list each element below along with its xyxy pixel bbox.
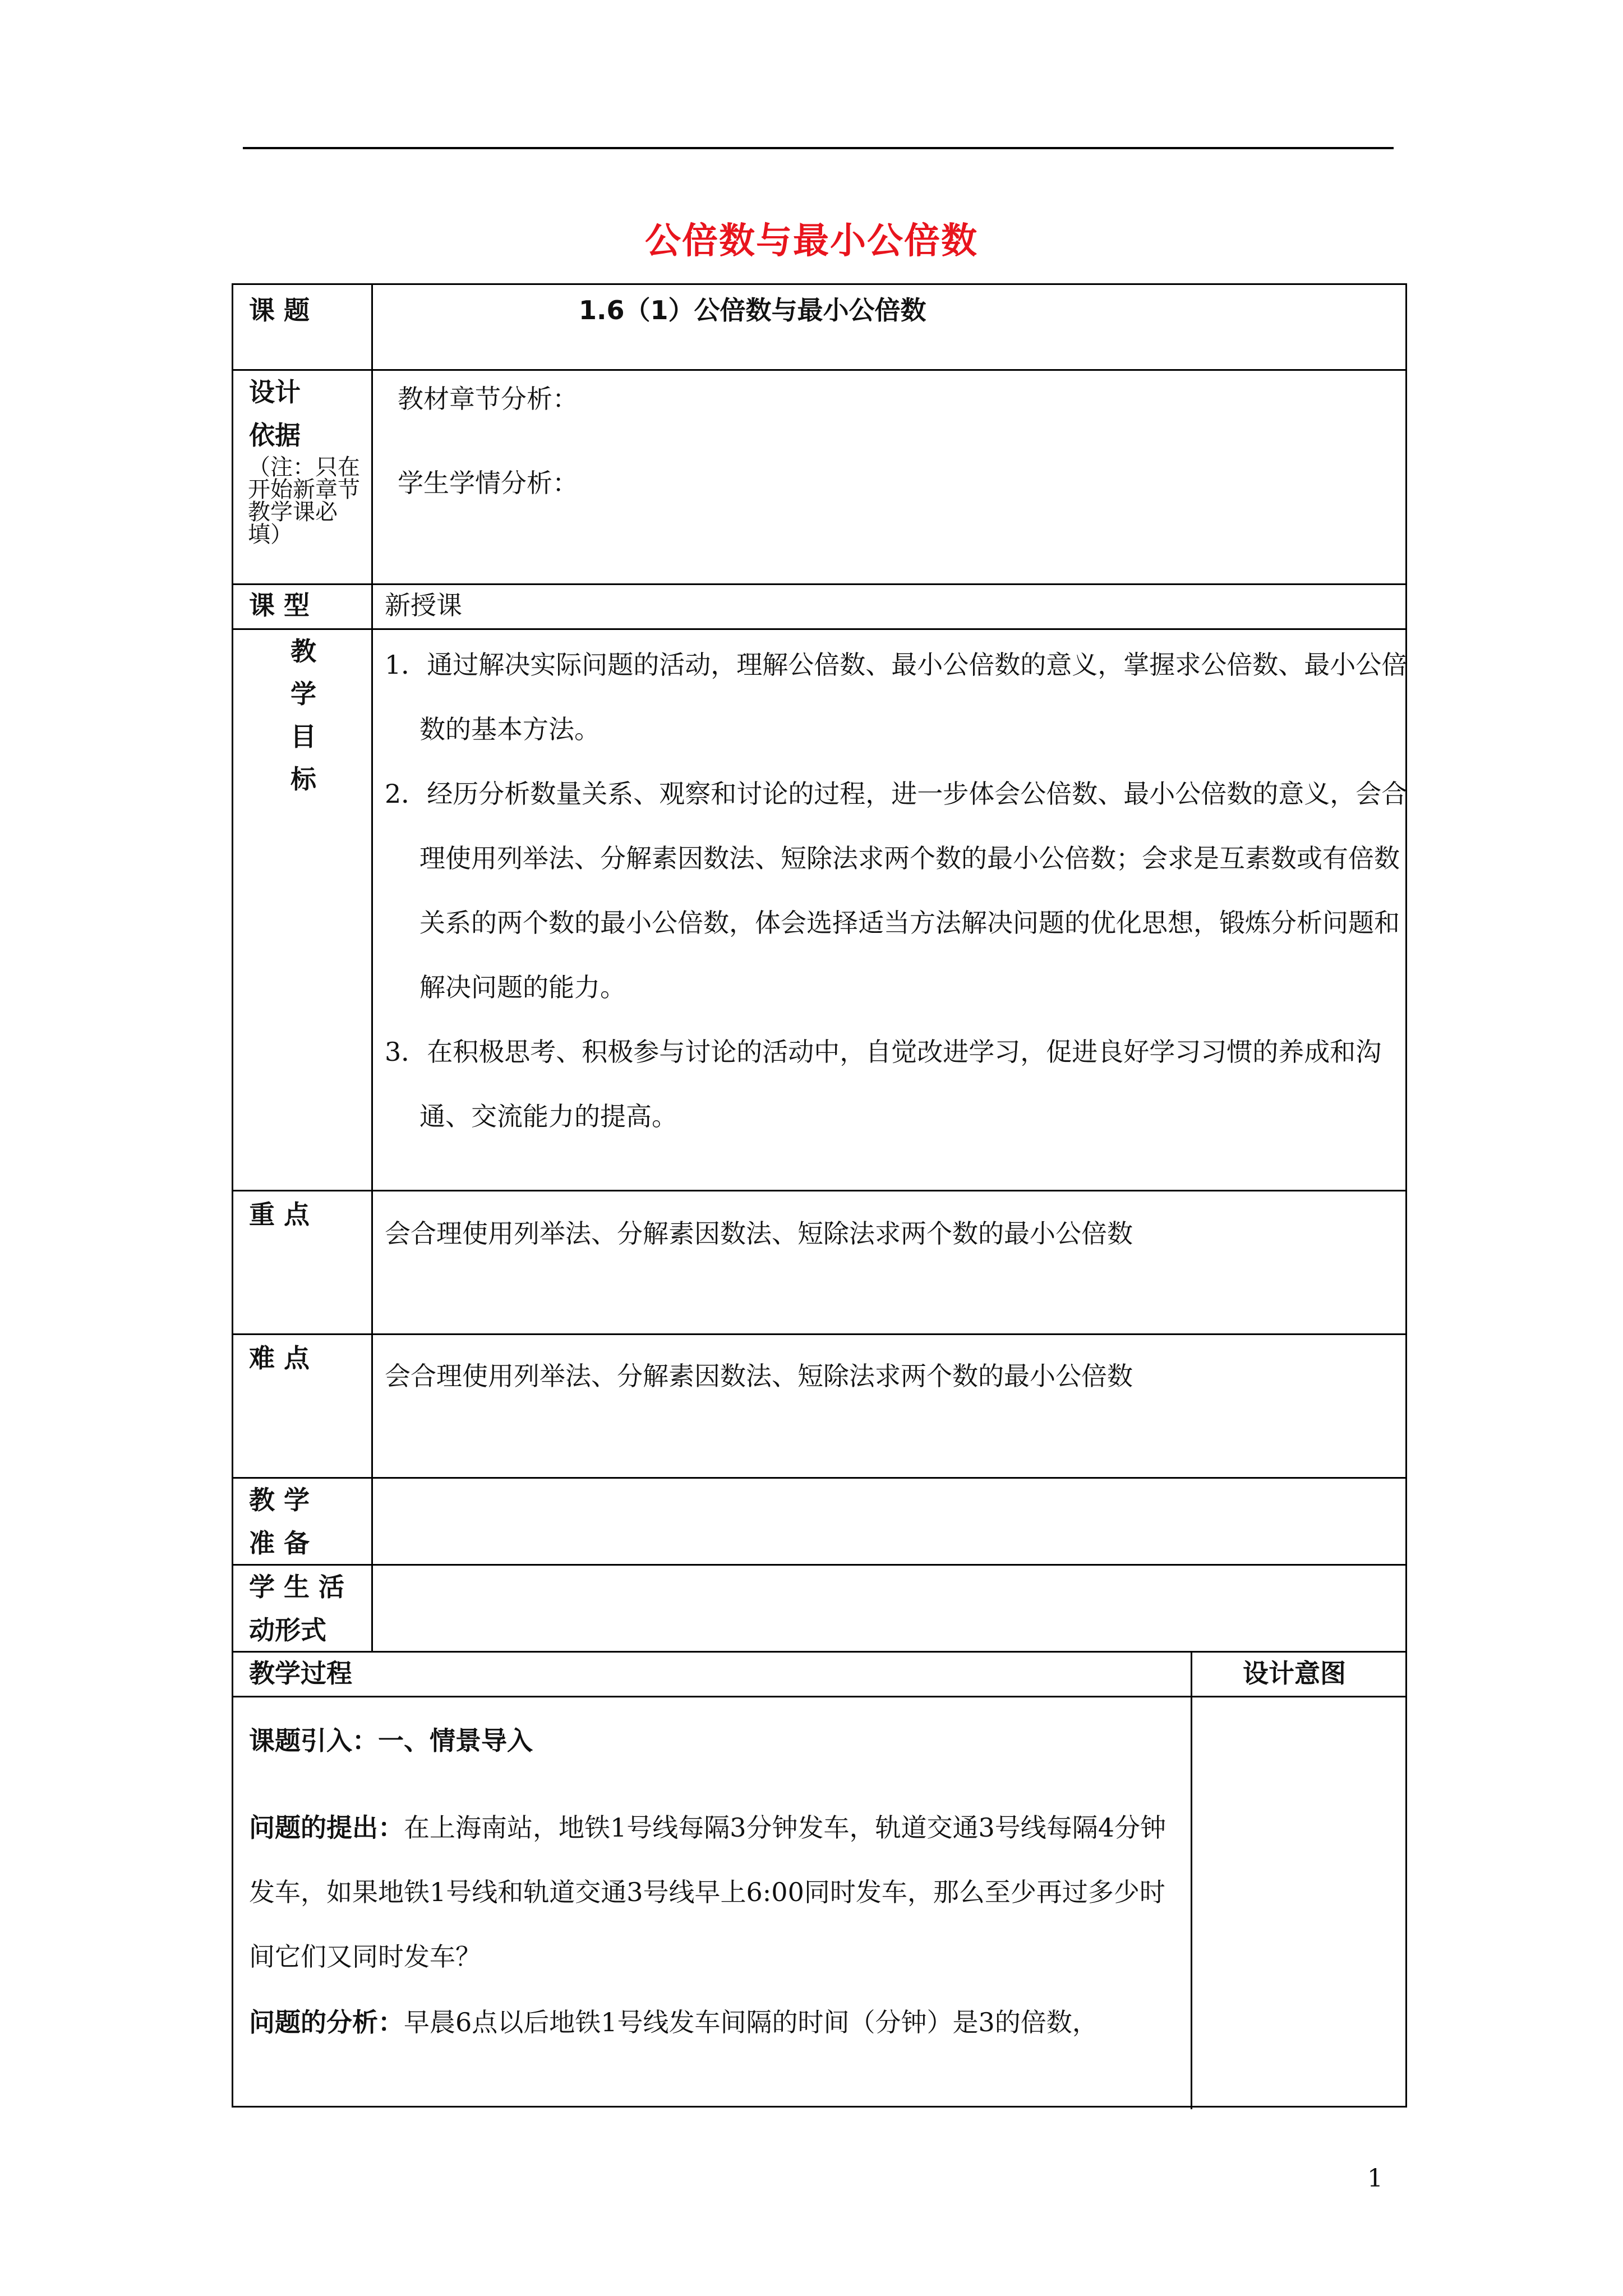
intent-column-divider: [1191, 1651, 1192, 2109]
objectives-label-char: 标: [291, 764, 316, 794]
difficult-point-value: 会合理使用列举法、分解素因数法、短除法求两个数的最小公倍数: [385, 1361, 1133, 1391]
topic-value: 1.6（1）公倍数与最小公倍数: [579, 295, 926, 325]
row-divider: [233, 1696, 1405, 1697]
lesson-type-label: 课 型: [249, 590, 310, 620]
objective-item: 3．在积极思考、积极参与讨论的活动中，自觉改进学习，促进良好学习习惯的养成和沟通、交流能力的提高。: [385, 1037, 1382, 1131]
key-point-value: 会合理使用列举法、分解素因数法、短除法求两个数的最小公倍数: [385, 1218, 1133, 1249]
objectives-label-char: 目: [291, 721, 316, 752]
row-divider: [233, 1477, 1405, 1479]
preparation-label-line2: 准 备: [249, 1528, 310, 1558]
row-divider: [233, 628, 1405, 630]
difficult-point-label: 难 点: [249, 1343, 310, 1373]
question-text: 在上海南站，地铁1号线每隔3分钟发车，轨道交通3号线每隔4分钟发车，如果地铁1号线和轨道交通3号线早上6:00同时发车，那么至少再过多少时间它们又同时发车？: [249, 1812, 1166, 1972]
objectives-label-char: 教: [291, 636, 316, 666]
label-column-divider: [371, 285, 373, 1651]
intro-heading: 课题引入：一、情景导入: [249, 1726, 533, 1756]
activity-form-label-line2: 动形式: [249, 1615, 326, 1645]
basis-label-line1: 设计: [249, 377, 301, 407]
activity-form-label-line1: 学 生 活: [249, 1572, 345, 1602]
objectives-label-char: 学: [291, 679, 316, 709]
design-intent-header: 设计意图: [1243, 1658, 1346, 1688]
key-point-label: 重 点: [249, 1199, 310, 1230]
topic-label: 课 题: [249, 295, 310, 325]
analysis-paragraph: [249, 1990, 1180, 2055]
textbook-analysis-label: 教材章节分析：: [398, 384, 578, 414]
objective-item: 1．通过解决实际问题的活动，理解公倍数、最小公倍数的意义，掌握求公倍数、最小公倍数的基本方法。: [385, 650, 1408, 744]
row-divider: [233, 1651, 1405, 1653]
basis-note: （注：只在开始新章节教学课必填）: [248, 454, 360, 547]
basis-label-line2: 依据: [249, 420, 301, 450]
page-number: 1: [1367, 2164, 1383, 2193]
row-divider: [233, 369, 1405, 371]
question-paragraph: [249, 1796, 1180, 1989]
lesson-plan-table: [232, 283, 1407, 2108]
document-title: 公倍数与最小公倍数: [645, 220, 978, 262]
row-divider: [233, 583, 1405, 585]
row-divider: [233, 1333, 1405, 1335]
student-analysis-label: 学生学情分析：: [398, 468, 578, 498]
header-rule: [243, 147, 1394, 149]
analysis-text: 早晨6点以后地铁1号线发车间隔的时间（分钟）是3的倍数，: [404, 2007, 1098, 2037]
row-divider: [233, 1190, 1405, 1191]
question-label: 问题的提出：: [249, 1812, 404, 1843]
process-header: 教学过程: [249, 1658, 352, 1688]
row-divider: [233, 1564, 1405, 1566]
lesson-type-value: 新授课: [385, 590, 462, 620]
preparation-label-line1: 教 学: [249, 1485, 310, 1515]
analysis-label: 问题的分析：: [249, 2007, 404, 2037]
objective-item: 2．经历分析数量关系、观察和讨论的过程，进一步体会公倍数、最小公倍数的意义，会合理使用列举法、分解素因数法、短除法求两个数的最小公倍数；会求是互素数或有倍数关系的两个数的最小公倍数，体会选择适当方法解决问题的优化思想，锻炼分析问题和解决问题的能力。: [385, 779, 1408, 1002]
